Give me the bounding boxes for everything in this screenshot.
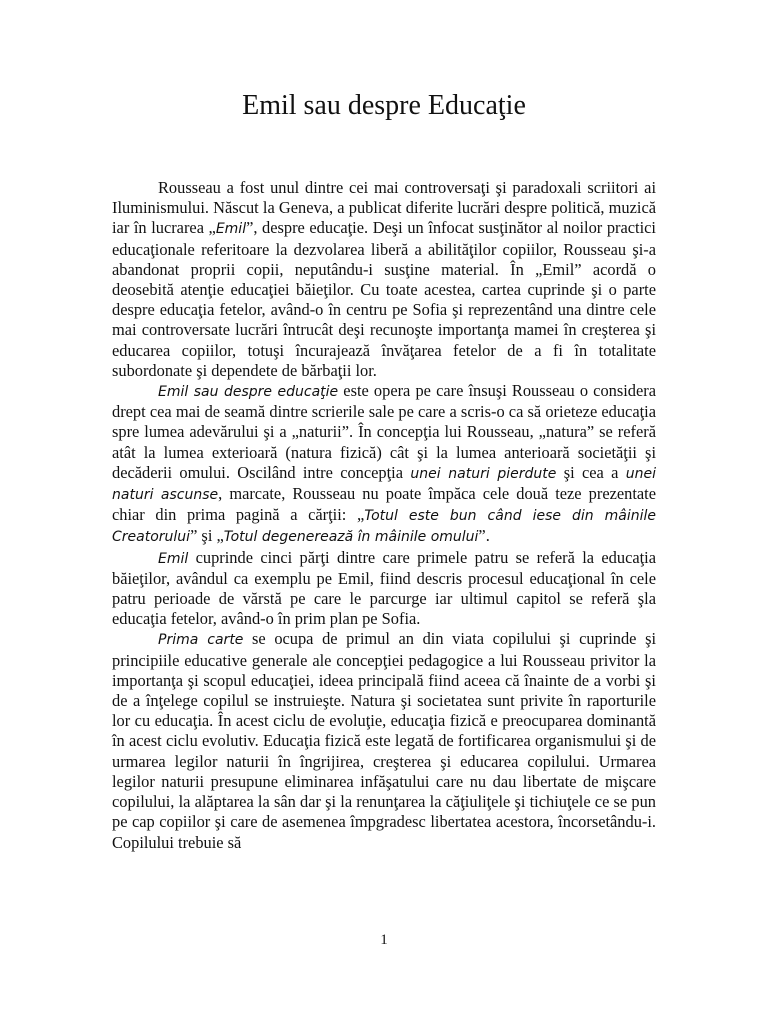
italic-run: Emil sau despre educaţie xyxy=(158,384,339,401)
text-run: , marcate, Rousseau nu poate împăca cele două teze prezentate chiar din prima pagină a cărţii: „ xyxy=(112,484,657,525)
text-run: cuprinde cinci părţi dintre care primele patru se referă la educaţia băieţilor, avândul ca exemplu pe Emil, fiind descris procesul educaţional în cele patru perioade de vărstă pe care le parcurge iar ultimul capitol se referă şla educaţia fetelor, având-o în prim plan pe Sofia. xyxy=(112,547,656,629)
italic-run: Emil xyxy=(158,550,189,567)
page-title: Emil sau despre Educaţie xyxy=(242,90,526,121)
italic-run: unei naturi ascunse xyxy=(112,465,656,504)
italic-run: Prima carte xyxy=(158,632,244,649)
text-run: este opera pe care însuşi Rousseau o considera drept cea mai de seamă dintre scrierile sale pe care a scris-o ca să orieteze educaţia spre lumea adevărului şi a „naturii”. În concepţia lui Rousseau, „natura” se referă atât la lumea exterioară (natura fizică) cât şi la lumea anterioară societăţii şi decăderii omului. Oscilând intre concepţia xyxy=(112,381,656,482)
paragraph-1 xyxy=(112,178,656,381)
text-run: şi cea a xyxy=(556,462,626,482)
text-run: Rousseau a fost unul dintre cei mai controversaţi şi paradoxali scriitori ai Iluminismului. Născut la Geneva, a publicat diferite lucrări despre politică, muzică iar în lucrarea „ xyxy=(112,178,656,238)
italic-run: Totul este bun când iese din mâinile Creatorului xyxy=(112,508,656,546)
text-run: ” şi „ xyxy=(190,526,224,546)
text-run: ”. xyxy=(478,526,490,546)
paragraph-2 xyxy=(112,381,656,548)
italic-run: Totul degenerează în mâinile omului xyxy=(223,529,479,546)
document-body xyxy=(112,178,656,853)
paragraph-4 xyxy=(112,629,656,852)
italic-run: Emil xyxy=(215,221,247,238)
italic-run: unei naturi pierdute xyxy=(410,465,557,482)
text-run: se ocupa de primul an din viata copilului şi cuprinde şi principiile educative generale ale concepţiei pedagogice a lui Rousseau privitor la importanţa şi scopul educaţiei, ideea principală fiind aceea că înainte de a vorbi şi de a înţelege copilul se instruieşte. Natura şi societatea sunt privite în raporturile lor cu educaţia. În acest ciclu de evoluţie, educaţia fizică e preocuparea dominantă în acest ciclu evolutiv. Educaţia fizică este legată de fortificarea organismului şi de urmarea legilor naturii în îngrijirea, creşterea şi educarea copilului. Urmarea legilor naturii presupune eliminarea infăşatului care nu dau libertate de mişcare copilului, la alăptarea la sân dar şi la renunţarea la căţiuliţele şi tichiuţele ce se pun pe cap copiilor şi care de asemenea împgradesc libertatea acestora, încorsetându-i. Copilului trebuie să xyxy=(112,629,656,852)
page-number: 1 xyxy=(380,932,388,948)
paragraph-3 xyxy=(112,548,656,630)
text-run: ”, despre educaţie. Deşi un înfocat susţinător al noilor practici educaţionale referitoare la dezvolarea liberă a abilităţilor copiilor, Rousseau şi-a abandonat proprii copii, neputându-i susţine material. În „Emil” acordă o deosebită atenţie educaţiei băieţilor. Cu toate acestea, cartea cuprinde şi o parte despre educaţia fetelor, având-o în centru pe Sofia şi reprezentând una dintre cele mai controversate lucrări întrucât deşi recunoşte importanţa mamei în creşterea şi educarea copiilor, totuşi încurajează învăţarea fetelor de a fi în totalitate subordonate şi dependete de bărbaţii lor. xyxy=(112,218,656,380)
